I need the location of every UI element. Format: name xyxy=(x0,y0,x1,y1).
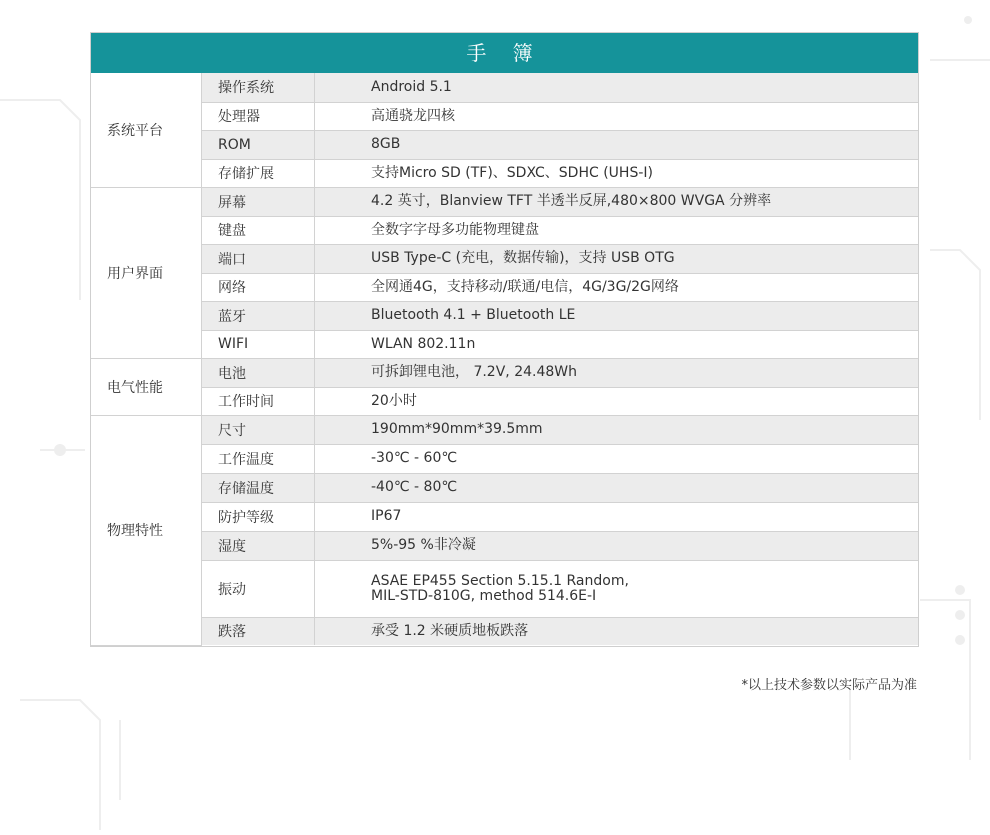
footnote: *以上技术参数以实际产品为准 xyxy=(741,678,917,693)
row-value: 承受 1.2 米硬质地板跌落 xyxy=(315,617,919,645)
table-row xyxy=(91,159,918,187)
row-value: 支持Micro SD (TF)、SDXC、SDHC (UHS-I) xyxy=(315,159,919,187)
table-row xyxy=(91,330,918,358)
table-row xyxy=(91,415,918,444)
row-value: USB Type-C (充电，数据传输)，支持 USB OTG xyxy=(315,244,919,273)
row-label: 端口 xyxy=(202,244,315,273)
group-label-user-interface: 用户界面 xyxy=(91,187,202,358)
table-row xyxy=(91,531,918,560)
row-value: 全网通4G，支持移动/联通/电信，4G/3G/2G网络 xyxy=(315,273,919,301)
row-label: 振动 xyxy=(202,560,315,617)
row-value: 190mm*90mm*39.5mm xyxy=(315,415,919,444)
row-label: 存储温度 xyxy=(202,473,315,502)
row-label: 尺寸 xyxy=(202,415,315,444)
row-value: 全数字字母多功能物理键盘 xyxy=(315,216,919,244)
row-label: 跌落 xyxy=(202,617,315,645)
table-row xyxy=(91,358,918,387)
row-label: 键盘 xyxy=(202,216,315,244)
row-value: 高通骁龙四核 xyxy=(315,102,919,130)
group-label-system-platform: 系统平台 xyxy=(91,73,202,187)
table-row xyxy=(91,216,918,244)
group-label-physical: 物理特性 xyxy=(91,415,202,645)
row-label: 操作系统 xyxy=(202,73,315,102)
group-label-electrical: 电气性能 xyxy=(91,358,202,415)
row-value-line-2: MIL-STD-810G, method 514.6E-I xyxy=(371,587,597,604)
row-value: 4.2 英寸，Blanview TFT 半透半反屏,480×800 WVGA 分辨率 xyxy=(315,187,919,216)
row-label: 屏幕 xyxy=(202,187,315,216)
row-label: 网络 xyxy=(202,273,315,301)
row-value: 8GB xyxy=(315,130,919,159)
row-value: Android 5.1 xyxy=(315,73,919,102)
table-row xyxy=(91,187,918,216)
row-label: ROM xyxy=(202,130,315,159)
row-value: 可拆卸锂电池， 7.2V, 24.48Wh xyxy=(315,358,919,387)
table-row xyxy=(91,301,918,330)
row-label: 蓝牙 xyxy=(202,301,315,330)
row-value: WLAN 802.11n xyxy=(315,330,919,358)
table-row xyxy=(91,444,918,473)
row-label: 防护等级 xyxy=(202,502,315,531)
spec-table-title: 手 簿 xyxy=(91,33,918,73)
row-label: 工作温度 xyxy=(202,444,315,473)
table-row xyxy=(91,73,918,102)
row-value: IP67 xyxy=(315,502,919,531)
row-label: 湿度 xyxy=(202,531,315,560)
row-value: 5%-95 %非冷凝 xyxy=(315,531,919,560)
row-label: 存储扩展 xyxy=(202,159,315,187)
table-row xyxy=(91,502,918,531)
row-value: -30℃ - 60℃ xyxy=(315,444,919,473)
table-row xyxy=(91,130,918,159)
spec-table xyxy=(91,73,918,646)
row-label: 工作时间 xyxy=(202,387,315,415)
row-value: -40℃ - 80℃ xyxy=(315,473,919,502)
row-value: 20小时 xyxy=(315,387,919,415)
table-row xyxy=(91,244,918,273)
table-row xyxy=(91,102,918,130)
spec-table-panel xyxy=(90,32,919,647)
table-row xyxy=(91,273,918,301)
table-row xyxy=(91,617,918,645)
row-value: Bluetooth 4.1 + Bluetooth LE xyxy=(315,301,919,330)
table-row xyxy=(91,473,918,502)
table-row xyxy=(91,387,918,415)
row-label: 电池 xyxy=(202,358,315,387)
row-label: WIFI xyxy=(202,330,315,358)
table-row xyxy=(91,560,918,617)
row-value-line-1: ASAE EP455 Section 5.15.1 Random, xyxy=(371,572,629,589)
row-value-multiline xyxy=(315,560,919,617)
row-label: 处理器 xyxy=(202,102,315,130)
